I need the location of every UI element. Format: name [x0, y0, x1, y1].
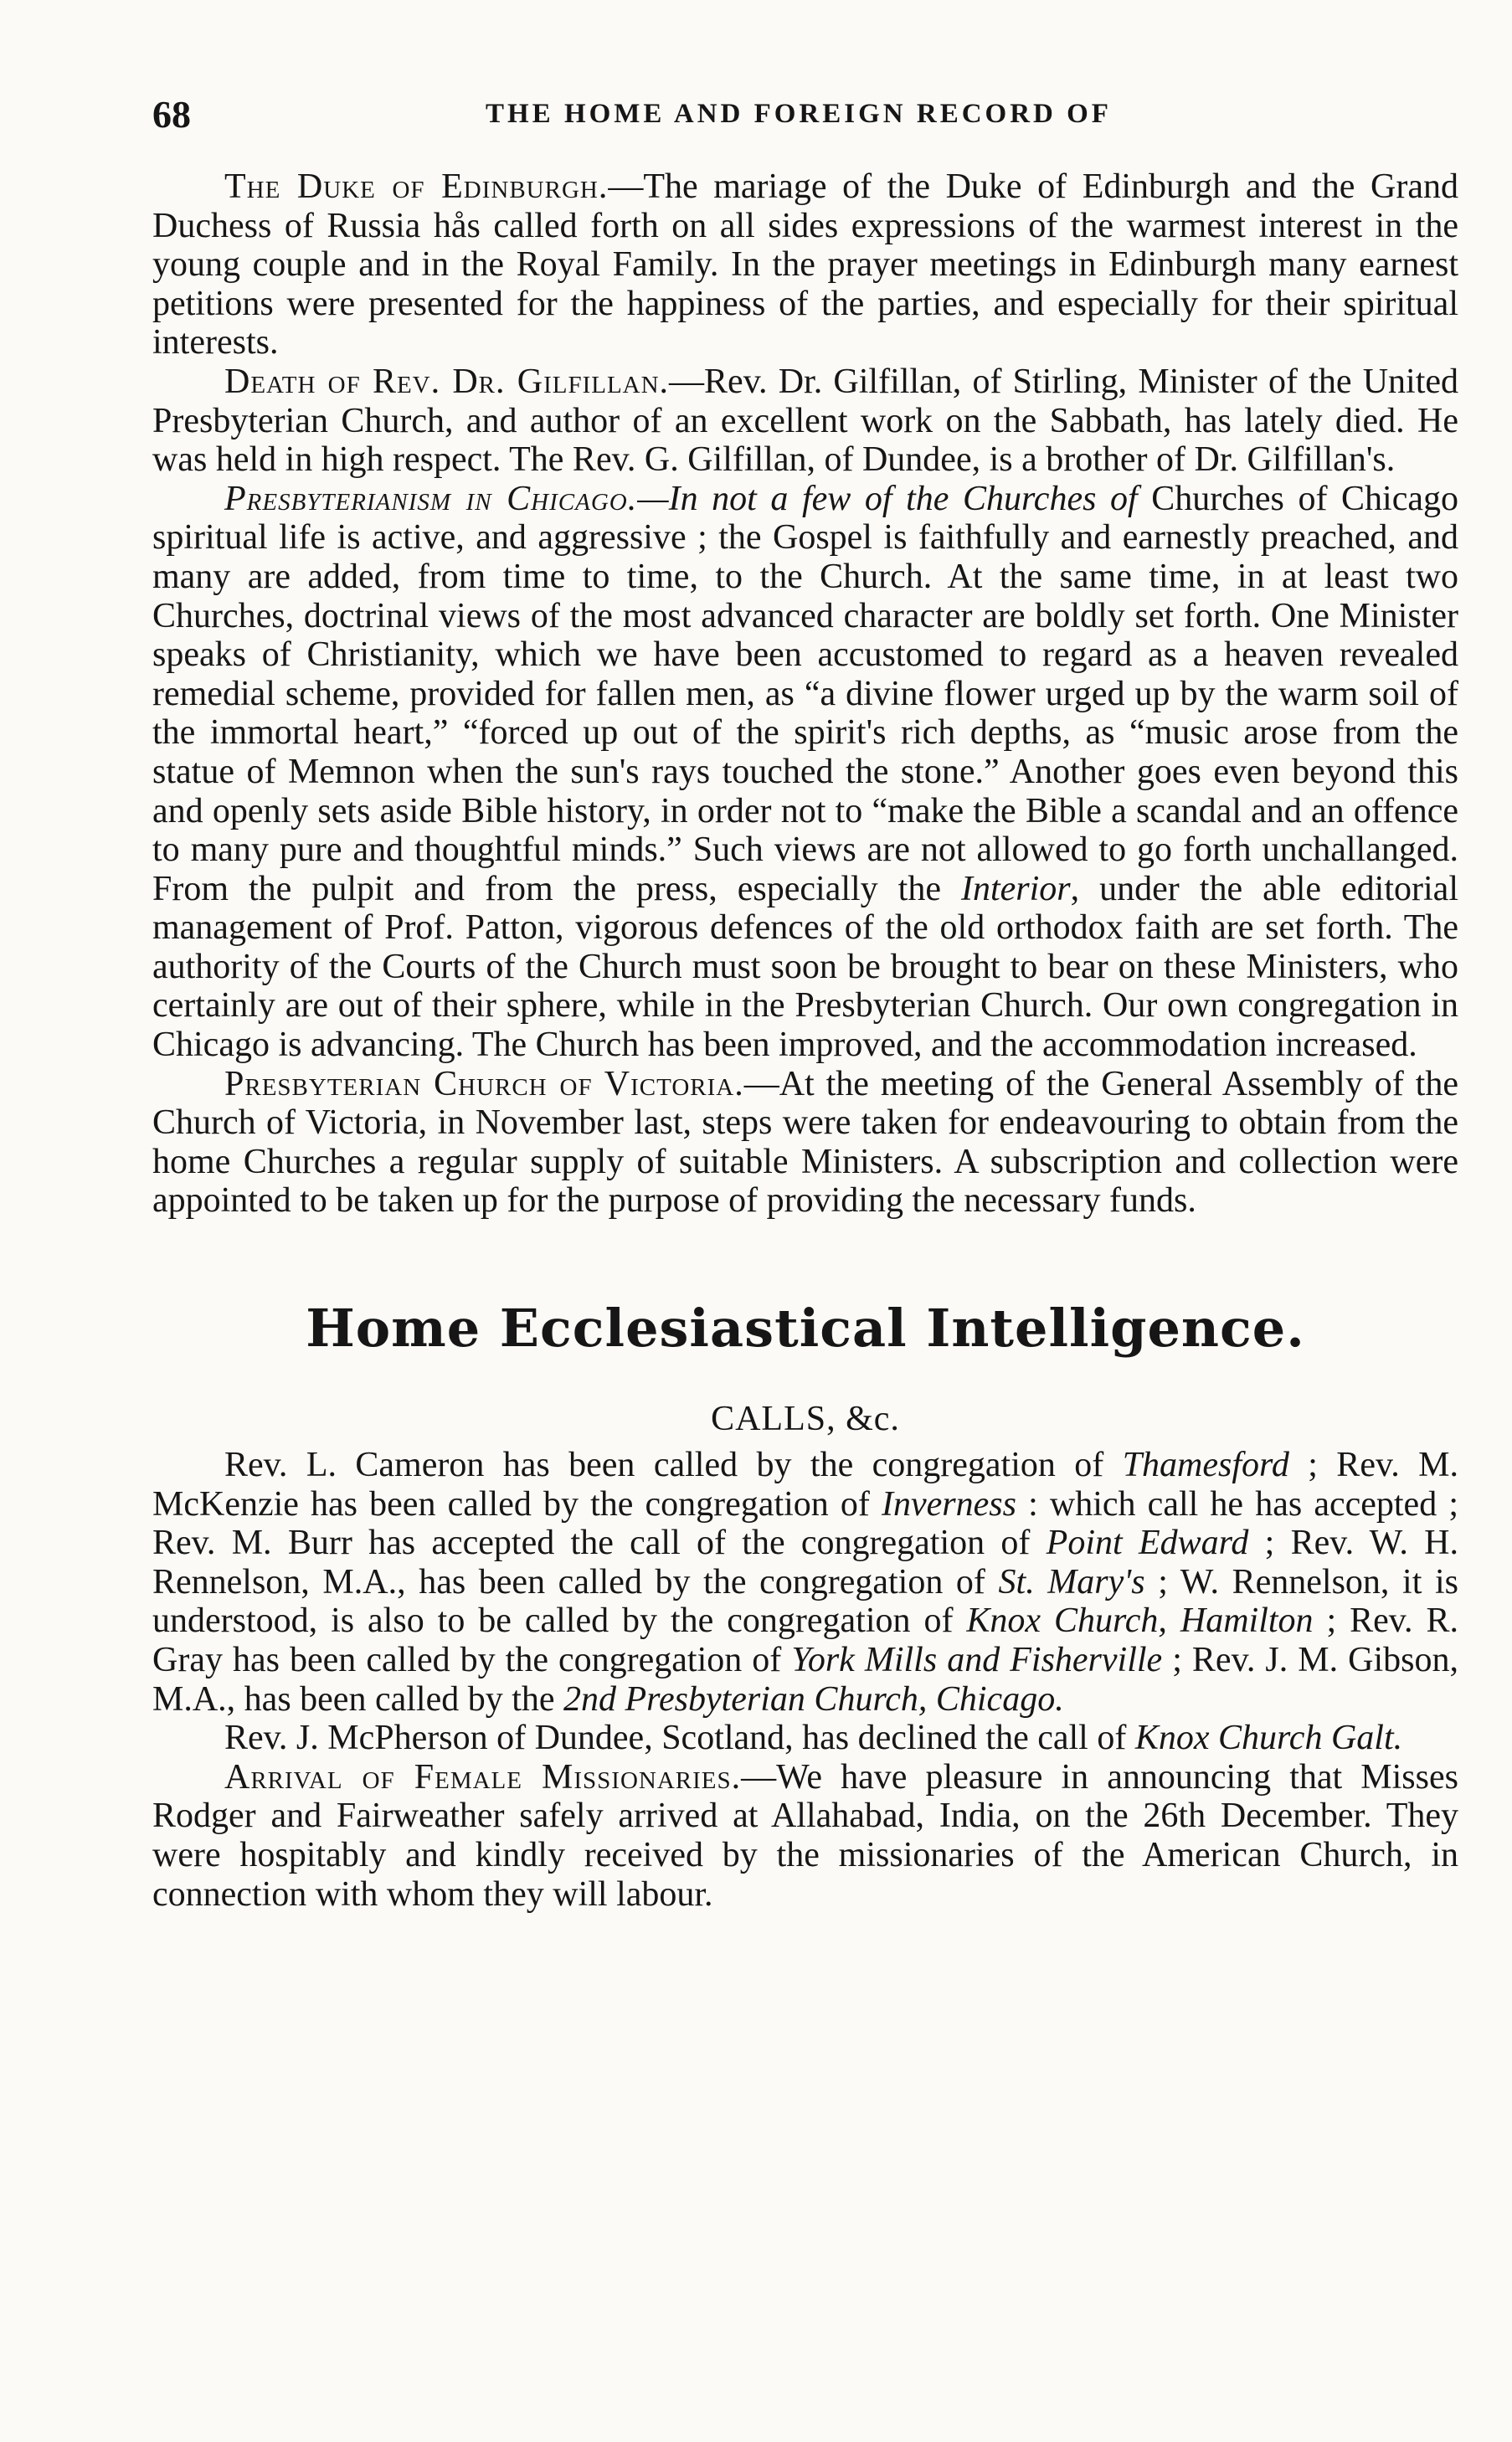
page-number: 68	[152, 93, 191, 136]
calls-paragraph	[152, 1446, 1458, 1719]
article-heading: Arrival of Female Missionaries.	[224, 1757, 742, 1797]
section-subheading: CALLS, &c.	[711, 1400, 900, 1439]
article-text-continued: , under the able editorial management of Prof. Patton, vigorous defences of the old orthodox faith are set forth. The authority of the Courts of the Church must soon be brought to bear on these Ministers, who certainly are out of their sphere, while in the Presbyterian Church. Our own congregation in Chicago is advancing. The Church has been improved, and the accommodation increased.	[152, 869, 1458, 1065]
article-heading: Death of Rev. Dr. Gilfillan.	[224, 362, 670, 401]
article-heading: Presbyterianism in Chicago.	[224, 479, 638, 518]
running-head: THE HOME AND FOREIGN RECORD OF	[486, 99, 1112, 129]
article-heading: Presbyterian Church of Victoria.	[224, 1064, 744, 1103]
calls-text: ; W. Rennelson, it is understood, is also to be called by the congregation of	[152, 1562, 1458, 1641]
calls-text: Rev. L. Cameron has been called by the congregation of	[224, 1446, 1123, 1485]
congregation-name: Inverness	[882, 1484, 1016, 1524]
congregation-name: Thamesford	[1122, 1446, 1289, 1485]
congregation-name: Knox Church, Hamilton	[966, 1601, 1314, 1641]
page-header	[152, 92, 1458, 142]
article-death-of-gilfillan	[152, 362, 1458, 480]
article-church-of-victoria	[152, 1065, 1458, 1221]
congregation-name: Knox Church Galt.	[1134, 1719, 1403, 1758]
article-text: —At the meeting of the General Assembly of the Church of Victoria, in November last, steps were taken for endeavouring to obtain from the home Churches a regular supply of suitable Ministers. A subscription and collection were appointed to be taken up for the purpose of providing the necessary funds.	[152, 1064, 1458, 1221]
article-lead-italic: —In not a few of the Churches of	[637, 479, 1138, 518]
section-title: Home Ecclesiastical Intelligence.	[306, 1298, 1305, 1360]
article-text: —We have pleasure in announcing that Misses Rodger and Fairweather safely arrived at Allahabad, India, on the 26th December. They were hospitably and kindly received by the missionaries of the American Church, in connection with whom they will labour.	[152, 1757, 1458, 1914]
congregation-name: 2nd Presbyterian Church, Chicago.	[563, 1679, 1064, 1719]
calls-text: ; Rev. M. McKenzie has been called by the congregation of	[152, 1446, 1458, 1524]
calls-declined-paragraph	[152, 1719, 1458, 1758]
page-body	[152, 167, 1458, 1914]
calls-text: : which call he has accepted ; Rev. M. Burr has accepted the call of the congregation of	[152, 1484, 1458, 1563]
publication-name: Interior	[960, 869, 1071, 908]
article-text: —Rev. Dr. Gilfillan, of Stirling, Minister of the United Presbyterian Church, and author of an excellent work on the Sabbath, has lately died. He was held in high respect. The Rev. G. Gilfillan, of Dundee, is a brother of Dr. Gilfillan's.	[152, 362, 1458, 480]
congregation-name: St. Mary's	[998, 1562, 1145, 1601]
calls-text: Rev. J. McPherson of Dundee, Scotland, has declined the call of	[224, 1719, 1135, 1758]
calls-text: ; Rev. J. M. Gibson, M.A., has been called by the	[152, 1641, 1458, 1719]
congregation-name: York Mills and Fisherville	[791, 1641, 1163, 1679]
article-female-missionaries	[152, 1758, 1458, 1914]
article-text: Churches of Chicago spiritual life is active, and aggressive ; the Gospel is faithfully and earnestly preached, and many are added, from time to time, to the Church. At the same time, in at least two Churches, doctrinal views of the most advanced character are boldly set forth. One Minister speaks of Christianity, which we have been accustomed to regard as a heaven revealed remedial scheme, provided for fallen men, as “a divine flower urged up by the warm soil of the immortal heart,” “forced up out of the spirit's rich depths, as “music arose from the statue of Memnon when the sun's rays touched the stone.” Another goes even beyond this and openly sets aside Bible history, in order not to “make the Bible a scandal and an offence to many pure and thoughtful minds.” Such views are not allowed to go forth unchallanged. From the pulpit and from the press, especially the	[152, 479, 1458, 908]
article-heading: The Duke of Edinburgh.	[224, 167, 609, 206]
calls-text: ; Rev. R. Gray has been called by the congregation of	[152, 1601, 1458, 1679]
article-presbyterianism-chicago	[152, 480, 1458, 1065]
article-duke-of-edinburgh	[152, 167, 1458, 362]
calls-text: ; Rev. W. H. Rennelson, M.A., has been called by the congregation of	[152, 1524, 1458, 1601]
congregation-name: Point Edward	[1046, 1524, 1249, 1563]
article-text: —The mariage of the Duke of Edinburgh and the Grand Duchess of Russia hås called forth on all sides expressions of the warmest interest in the young couple and in the Royal Family. In the prayer meetings in Edinburgh many earnest petitions were presented for the happiness of the parties, and especially for their spiritual interests.	[152, 167, 1458, 362]
